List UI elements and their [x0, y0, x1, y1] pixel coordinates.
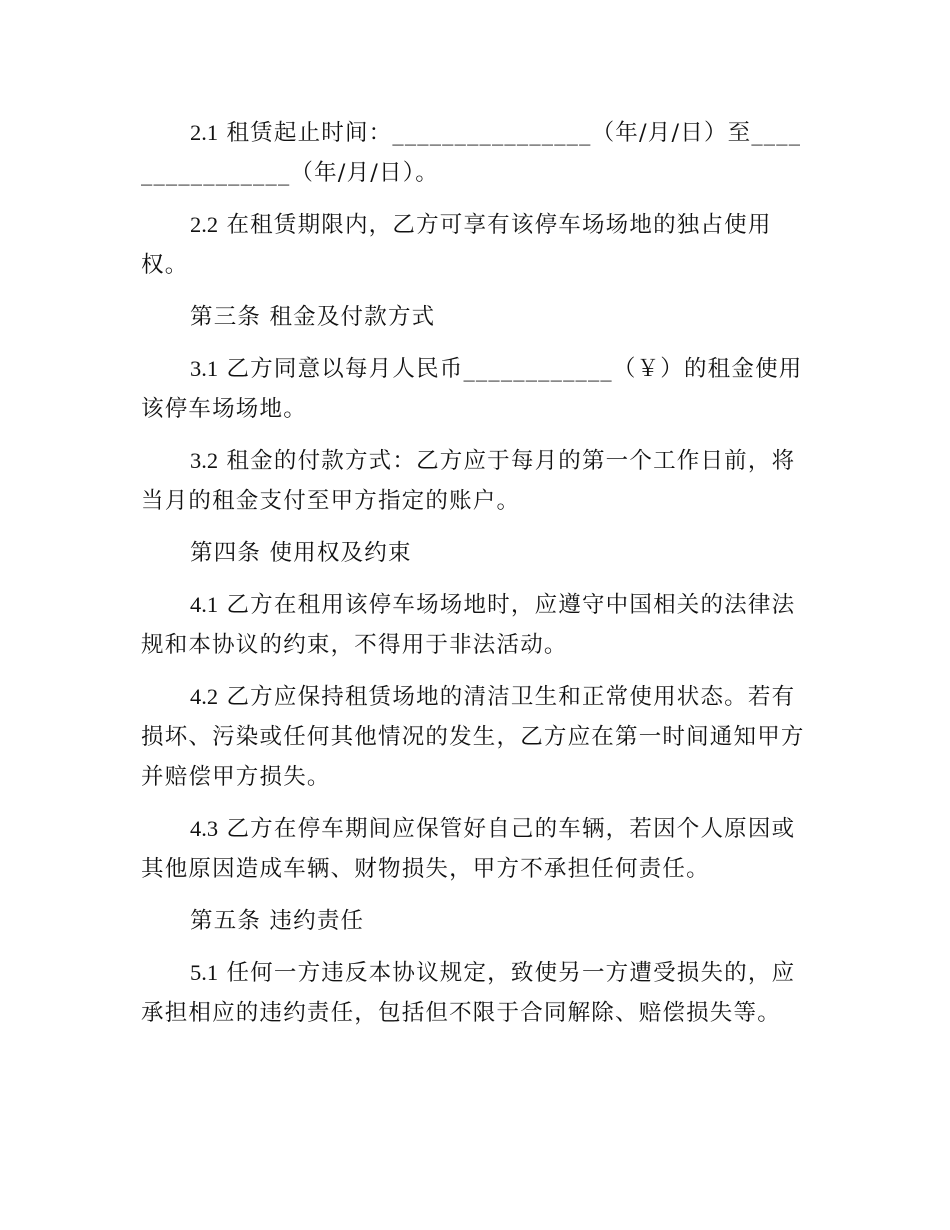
clause-4-2: [141, 677, 811, 797]
clause-5-1: [141, 953, 811, 1033]
article-3-heading: 第三条 租金及付款方式: [190, 304, 436, 330]
clause-text: 任何一方违反本协议规定，致使另一方遭受损失的，应承担相应的违约责任，包括但不限于合同解除、赔偿损失等。: [141, 960, 796, 1026]
clause-2-2: [141, 205, 811, 285]
document-body: [141, 113, 811, 1045]
clause-text: 乙方在停车期间应保管好自己的车辆，若因个人原因或其他原因造成车辆、财物损失，甲方不承担任何责任。: [141, 816, 796, 882]
clause-text: 租赁起止时间：________________（年/月/日）至________________（年/月/日）。: [141, 120, 802, 186]
clause-number: 3.1: [190, 356, 219, 381]
clause-number: 3.2: [190, 448, 219, 473]
clause-number: 2.2: [190, 212, 219, 237]
article-5-heading: 第五条 违约责任: [190, 908, 365, 934]
clause-3-2: [141, 441, 811, 521]
clause-text: 乙方同意以每月人民币____________（￥）的租金使用该停车场场地。: [141, 356, 803, 422]
clause-text: 在租赁期限内，乙方可享有该停车场场地的独占使用权。: [141, 212, 772, 278]
clause-4-3: [141, 809, 811, 889]
clause-number: 5.1: [190, 960, 219, 985]
clause-3-1: [141, 349, 811, 429]
article-4-heading: 第四条 使用权及约束: [190, 540, 412, 566]
clause-text: 租金的付款方式：乙方应于每月的第一个工作日前，将当月的租金支付至甲方指定的账户。: [141, 448, 796, 514]
clause-text: 乙方在租用该停车场场地时，应遵守中国相关的法律法规和本协议的约束，不得用于非法活动。: [141, 592, 796, 658]
clause-2-1: [141, 113, 811, 193]
clause-4-1: [141, 585, 811, 665]
clause-number: 4.2: [190, 684, 219, 709]
clause-number: 4.1: [190, 592, 219, 617]
clause-number: 4.3: [190, 816, 219, 841]
clause-text: 乙方应保持租赁场地的清洁卫生和正常使用状态。若有损坏、污染或任何其他情况的发生，乙方应在第一时间通知甲方并赔偿甲方损失。: [141, 684, 805, 790]
clause-number: 2.1: [190, 120, 219, 145]
